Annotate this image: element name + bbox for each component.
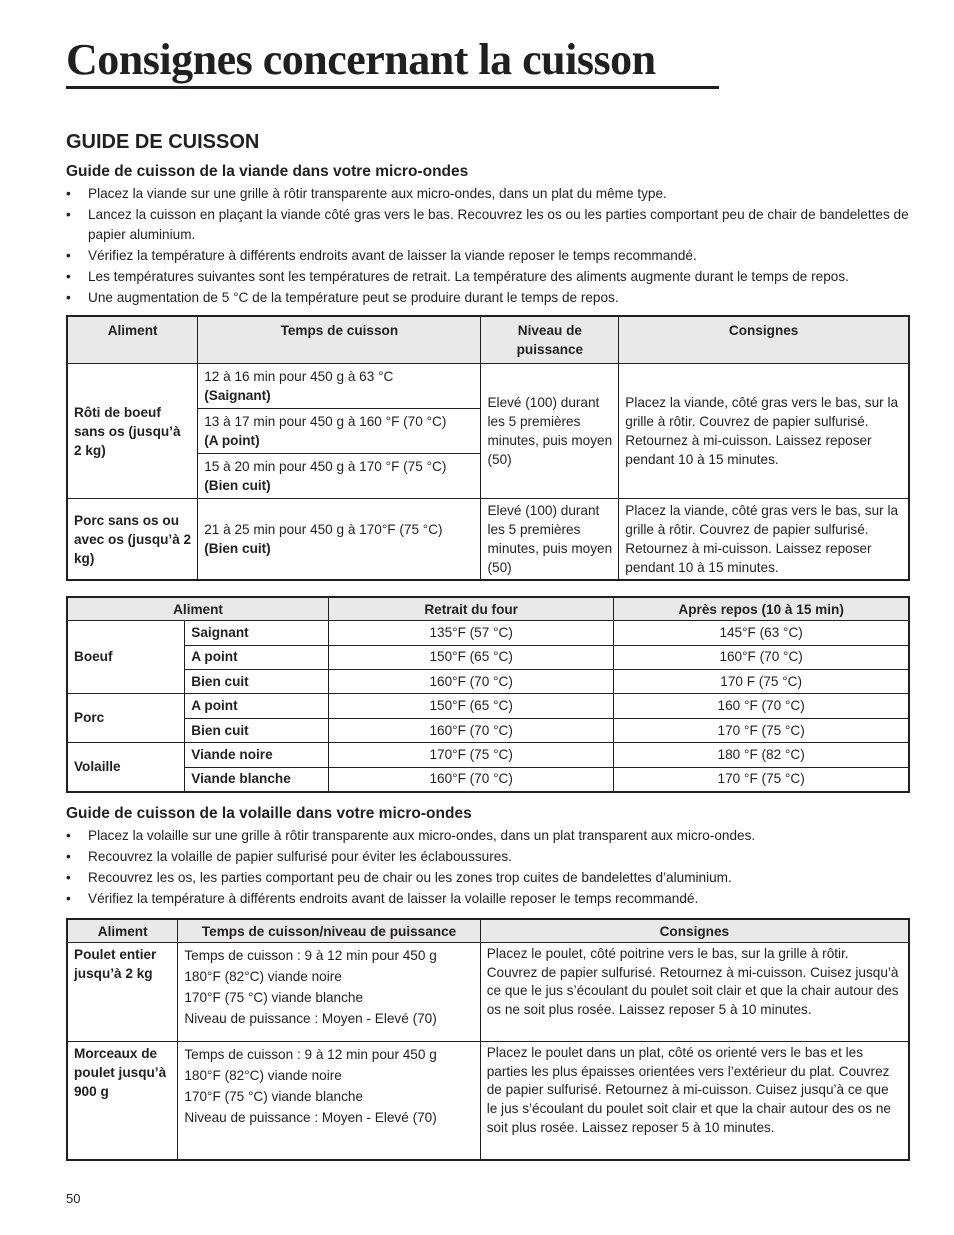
list-item: • Placez la volaille sur une grille à rôtir transparente aux micro-ondes, dans un plat transparent aux micro-ondes.	[66, 826, 911, 846]
time-power-cell	[178, 1042, 480, 1160]
table-row	[67, 621, 909, 645]
meat-cooking-table	[66, 315, 910, 581]
table-row	[67, 743, 909, 767]
doneness-text: (Bien cuit)	[204, 478, 271, 493]
table-header-row	[67, 316, 909, 364]
food-cell: Volaille	[67, 743, 185, 792]
rest-temp-cell: 170 °F (75 °C)	[614, 767, 909, 792]
meat-guide-heading: Guide de cuisson de la viande dans votre micro-ondes	[66, 163, 469, 180]
food-cell: Rôti de boeuf sans os (jusqu’à 2 kg)	[67, 364, 198, 499]
power-cell: Elevé (100) durant les 5 premières minutes, puis moyen (50)	[481, 364, 619, 499]
power-level-line: Niveau de puissance : Moyen - Elevé (70)	[184, 1011, 437, 1027]
white-meat-temp-line: 170°F (75 °C) viande blanche	[184, 1089, 364, 1105]
column-header: Aliment	[67, 919, 178, 943]
instructions-cell: Placez le poulet, côté poitrine vers le bas, sur la grille à rôtir. Couvrez de papier sulfurisé. Retournez à mi-cuisson. Cuisez jusqu’à ce que le jus s’écoulant du poulet soit clair et que la chair autour des os ne soit plus rosée. Laissez reposer 5 à 10 minutes.	[480, 943, 909, 1042]
poultry-guide-bullets	[66, 826, 911, 910]
instructions-cell: Placez la viande, côté gras vers le bas, sur la grille à rôtir. Couvrez de papier sulfurisé. Retournez à mi-cuisson. Laissez reposer pendant 10 à 15 minutes.	[619, 499, 909, 581]
column-header: Temps de cuisson	[198, 316, 481, 364]
column-header: Consignes	[619, 316, 909, 364]
section-title: GUIDE DE CUISSON	[66, 131, 260, 153]
column-header: Retrait du four	[329, 597, 614, 621]
doneness-text: (A point)	[204, 433, 260, 448]
rest-temp-cell: 170 °F (75 °C)	[614, 718, 909, 742]
cooking-time-line: Temps de cuisson : 9 à 12 min pour 450 g	[184, 1047, 437, 1063]
dark-meat-temp-line: 180°F (82°C) viande noire	[184, 1068, 342, 1084]
removal-temp-cell: 170°F (75 °C)	[329, 743, 614, 767]
time-text: 12 à 16 min pour 450 g à 63 °C	[204, 369, 394, 384]
time-text: 15 à 20 min pour 450 g à 170 °F (75 °C)	[204, 459, 447, 474]
table-row	[67, 364, 909, 409]
food-cell: Porc sans os ou avec os (jusqu’à 2 kg)	[67, 499, 198, 581]
meat-guide-bullets	[66, 184, 911, 309]
rest-temp-cell: 160°F (70 °C)	[614, 645, 909, 669]
doneness-text: (Bien cuit)	[204, 541, 271, 556]
title-underline	[66, 86, 719, 89]
table-header-row	[67, 597, 909, 621]
column-header: Après repos (10 à 15 min)	[614, 597, 909, 621]
instructions-cell: Placez le poulet dans un plat, côté os orienté vers le bas et les parties les plus épaisses orientées vers l’extérieur du plat. Couvrez de papier sulfurisé. Retournez à mi-cuisson. Cuisez jusqu’à ce que le jus s’écoulant du poulet soit clair et que la chair autour des os ne soit plus rosée. Laissez reposer 5 à 10 minutes.	[480, 1042, 909, 1160]
list-item: • Les températures suivantes sont les températures de retrait. La température des aliments augmente durant le temps de repos.	[66, 267, 911, 287]
doneness-cell: Viande noire	[185, 743, 329, 767]
table-row	[67, 767, 909, 792]
doneness-cell: Viande blanche	[185, 767, 329, 792]
table-row	[67, 1042, 909, 1160]
doneness-cell: A point	[185, 645, 329, 669]
removal-temp-cell: 160°F (70 °C)	[329, 670, 614, 694]
doneness-cell: Saignant	[185, 621, 329, 645]
time-power-cell	[178, 943, 480, 1042]
table-header-row	[67, 919, 909, 943]
temperature-table	[66, 596, 910, 793]
list-item: • Vérifiez la température à différents endroits avant de laisser la viande reposer le temps recommandé.	[66, 246, 911, 266]
column-header: Niveau de puissance	[481, 316, 619, 364]
time-text: 13 à 17 min pour 450 g à 160 °F (70 °C)	[204, 414, 447, 429]
removal-temp-cell: 150°F (65 °C)	[329, 694, 614, 718]
rest-temp-cell: 145°F (63 °C)	[614, 621, 909, 645]
rest-temp-cell: 160 °F (70 °C)	[614, 694, 909, 718]
table-row	[67, 943, 909, 1042]
table-row	[67, 499, 909, 581]
column-header: Aliment	[67, 597, 329, 621]
column-header: Consignes	[480, 919, 909, 943]
instructions-cell: Placez la viande, côté gras vers le bas, sur la grille à rôtir. Couvrez de papier sulfurisé. Retournez à mi-cuisson. Laissez reposer pendant 10 à 15 minutes.	[619, 364, 909, 499]
column-header: Aliment	[67, 316, 198, 364]
food-cell: Morceaux de poulet jusqu’à 900 g	[67, 1042, 178, 1160]
list-item: • Recouvrez la volaille de papier sulfurisé pour éviter les éclaboussures.	[66, 847, 911, 867]
white-meat-temp-line: 170°F (75 °C) viande blanche	[184, 990, 364, 1006]
removal-temp-cell: 150°F (65 °C)	[329, 645, 614, 669]
page-title: Consignes concernant la cuisson	[66, 35, 656, 84]
food-cell: Boeuf	[67, 621, 185, 694]
table-row	[67, 694, 909, 718]
time-cell	[198, 409, 481, 454]
column-header: Temps de cuisson/niveau de puissance	[178, 919, 480, 943]
rest-temp-cell: 180 °F (82 °C)	[614, 743, 909, 767]
list-item: • Placez la viande sur une grille à rôtir transparente aux micro-ondes, dans un plat du même type.	[66, 184, 911, 204]
table-row	[67, 670, 909, 694]
table-row	[67, 645, 909, 669]
list-item: • Une augmentation de 5 °C de la température peut se produire durant le temps de repos.	[66, 288, 911, 308]
time-cell	[198, 364, 481, 409]
time-cell	[198, 499, 481, 581]
table-row	[67, 718, 909, 742]
poultry-guide-heading: Guide de cuisson de la volaille dans votre micro-ondes	[66, 805, 472, 822]
removal-temp-cell: 160°F (70 °C)	[329, 718, 614, 742]
rest-temp-cell: 170 F (75 °C)	[614, 670, 909, 694]
list-item: • Recouvrez les os, les parties comportant peu de chair ou les zones trop cuites de bandelettes d’aluminium.	[66, 868, 911, 888]
doneness-cell: Bien cuit	[185, 718, 329, 742]
time-text: 21 à 25 min pour 450 g à 170°F (75 °C)	[204, 522, 443, 537]
power-cell: Elevé (100) durant les 5 premières minutes, puis moyen (50)	[481, 499, 619, 581]
removal-temp-cell: 135°F (57 °C)	[329, 621, 614, 645]
doneness-cell: Bien cuit	[185, 670, 329, 694]
removal-temp-cell: 160°F (70 °C)	[329, 767, 614, 792]
doneness-cell: A point	[185, 694, 329, 718]
page-number: 50	[66, 1191, 81, 1206]
poultry-cooking-table	[66, 918, 910, 1161]
food-cell: Poulet entier jusqu’à 2 kg	[67, 943, 178, 1042]
dark-meat-temp-line: 180°F (82°C) viande noire	[184, 969, 342, 985]
time-cell	[198, 454, 481, 499]
doneness-text: (Saignant)	[204, 388, 271, 403]
power-level-line: Niveau de puissance : Moyen - Elevé (70)	[184, 1110, 437, 1126]
food-cell: Porc	[67, 694, 185, 743]
list-item: • Lancez la cuisson en plaçant la viande côté gras vers le bas. Recouvrez les os ou les parties comportant peu de chair de bandelettes de papier aluminium.	[66, 205, 911, 245]
cooking-time-line: Temps de cuisson : 9 à 12 min pour 450 g	[184, 948, 437, 964]
list-item: • Vérifiez la température à différents endroits avant de laisser la volaille reposer le temps recommandé.	[66, 889, 911, 909]
